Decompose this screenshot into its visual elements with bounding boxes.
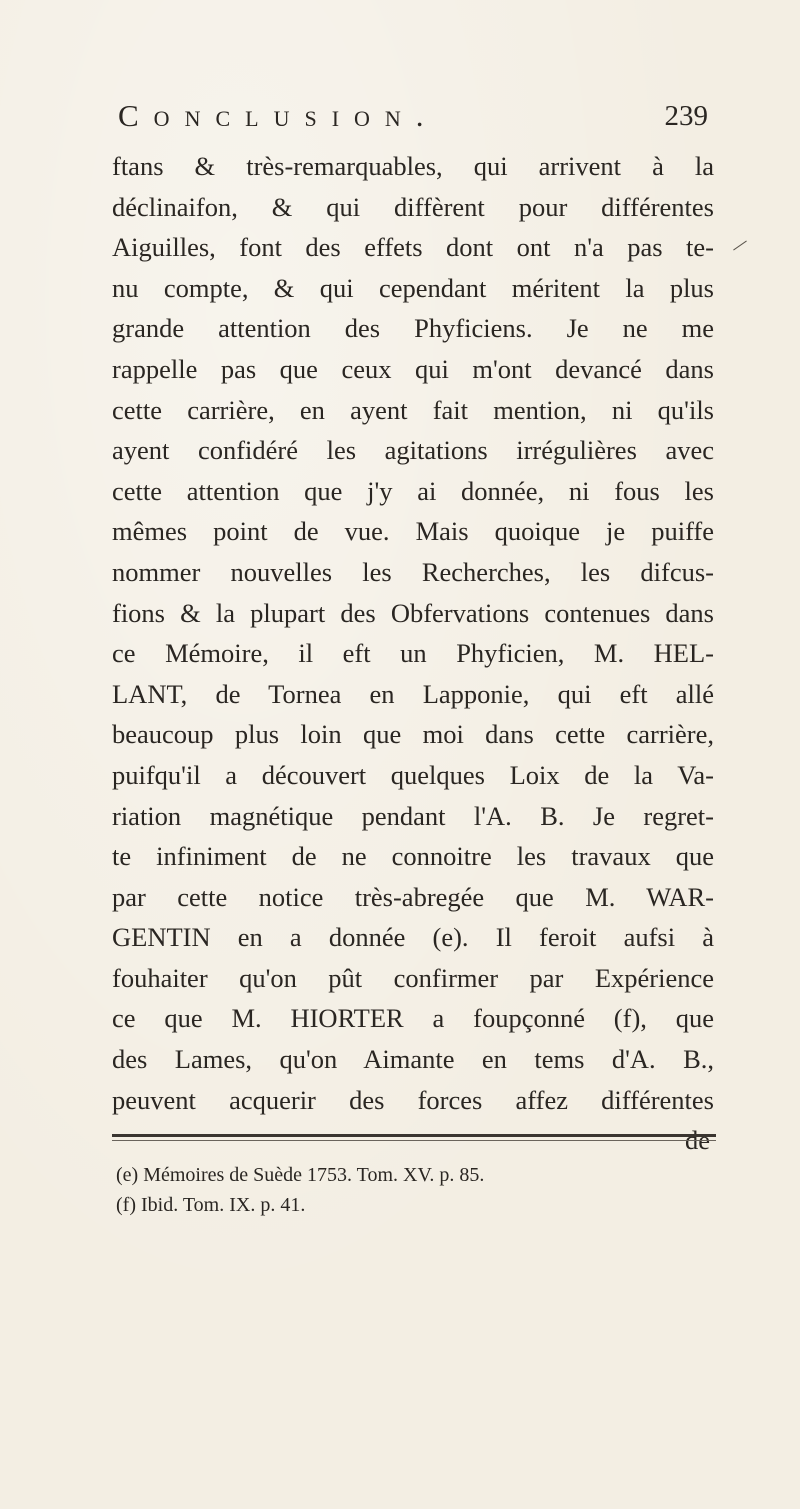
body-text [112, 146, 714, 1161]
margin-mark [733, 241, 747, 251]
text-line: ayent confidéré les agitations irrégulières avec [112, 435, 714, 466]
text-line: grande attention des Phyficiens. Je ne me [112, 313, 714, 344]
text-line: Aiguilles, font des effets dont ont n'a pas te- [112, 232, 714, 263]
text-line: cette carrière, en ayent fait mention, ni qu'ils [112, 394, 714, 425]
text-line: beaucoup plus loin que moi dans cette carrière, [112, 719, 714, 750]
page-number: 239 [664, 100, 708, 132]
text-line: nu compte, & qui cependant méritent la plus [112, 272, 714, 303]
text-line: riation magnétique pendant l'A. B. Je regret- [112, 800, 714, 831]
catchword: de [684, 1125, 710, 1156]
footnote-e: (e) Mémoires de Suède 1753. Tom. XV. p. 85. [116, 1164, 485, 1186]
text-line: ce que M. HIORTER a foupçonné (f), que [112, 1003, 714, 1034]
running-head [118, 98, 708, 138]
text-line: des Lames, qu'on Aimante en tems d'A. B., [112, 1044, 714, 1075]
text-line: cette attention que j'y ai donnée, ni fous les [112, 475, 714, 506]
text-line: fions & la plupart des Obfervations contenues dans [112, 597, 714, 628]
footnotes [116, 1160, 716, 1220]
text-line: GENTIN en a donnée (e). Il feroit aufsi à [112, 922, 714, 953]
text-line: rappelle pas que ceux qui m'ont devancé dans [112, 353, 714, 384]
text-line: LANT, de Tornea en Lapponie, qui eft allé [112, 678, 714, 709]
text-line: déclinaifon, & qui diffèrent pour différentes [112, 191, 714, 222]
text-line: peuvent acquerir des forces affez différentes [112, 1084, 714, 1115]
footnote-f: (f) Ibid. Tom. IX. p. 41. [116, 1194, 306, 1216]
footnote-rule [112, 1134, 716, 1137]
text-line: fouhaiter qu'on pût confirmer par Expérience [112, 962, 714, 993]
footnote-rule-thin [112, 1140, 716, 1141]
text-line: ce Mémoire, il eft un Phyficien, M. HEL- [112, 638, 714, 669]
text-line: par cette notice très-abregée que M. WAR- [112, 881, 714, 912]
running-title: Conclusion. [118, 98, 439, 133]
text-line: te infiniment de ne connoitre les travaux que [112, 841, 714, 872]
text-line: mêmes point de vue. Mais quoique je puiffe [112, 516, 714, 547]
text-line: ftans & très-remarquables, qui arrivent à la [112, 151, 714, 181]
text-line: nommer nouvelles les Recherches, les difcus- [112, 556, 714, 587]
text-line: puifqu'il a découvert quelques Loix de la Va- [112, 759, 714, 790]
